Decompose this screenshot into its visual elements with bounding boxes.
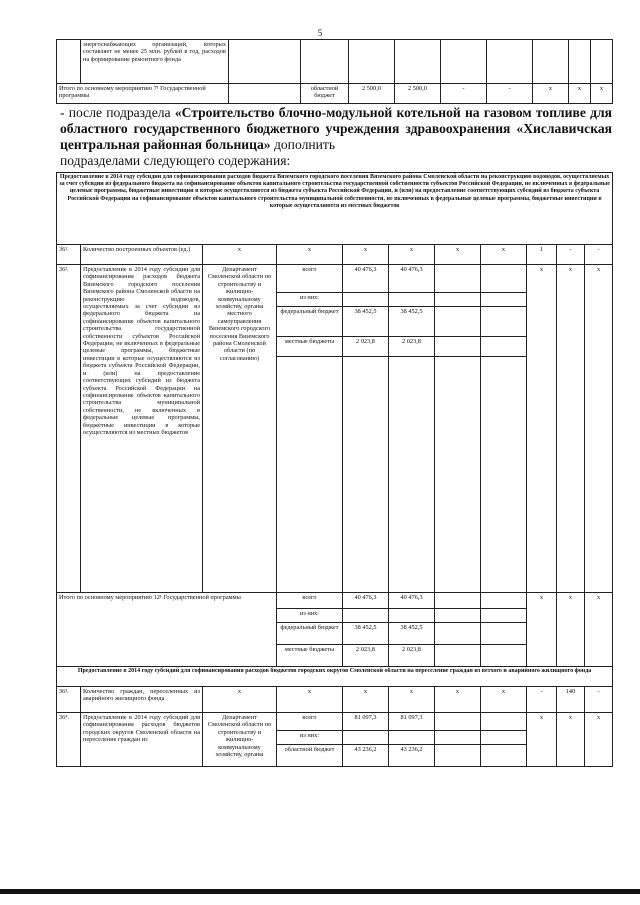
table-cell: х [277, 245, 343, 265]
table-cell: х [481, 687, 527, 713]
table-row [57, 84, 613, 104]
source-label: из них: [277, 609, 343, 623]
page-number: 5 [317, 28, 323, 38]
x-cell: х [557, 713, 585, 767]
value-cell: 2 023,8 [389, 645, 435, 667]
table-cell: х [277, 687, 343, 713]
table-row [57, 40, 613, 84]
table-cell: - [585, 245, 613, 265]
section-title: Предоставление в 2014 году субсидий для софинансирования расходов бюджетов городских округов Смоленской области на переселение граждан из ветхого и аварийного жилищного фонда [57, 667, 613, 687]
row-name: Предоставление в 2014 году субсидии для софинансирования расходов бюджета Вяземского городского поселения Вяземского района Смоленской области на реконструкцию водоводов, осуществляемых за счет субсидии из федерального бюджета на софинансирование объектов капитального строительства государственной собственности субъектов Российской Федерации, не включенных в федеральные целевые программы, бюджетные инвестиции в которые осуществляются из бюджета субъекта Российской Федерации, и (или) на предоставление соответствующих субсидий из бюджета субъекта Российской Федерации на софинансирование объектов капитального строительства муниципальной собственности, не включенных в федеральные целевые программы, бюджетные инвестиции в которые осуществляются из местных бюджетов [81, 265, 203, 593]
executor: Департамент Смоленской области по строительству и жилищно-коммунальному хозяйству, органы [203, 713, 277, 767]
source-label: из них: [277, 293, 343, 307]
source-label: местные бюджеты [277, 337, 343, 357]
top-row-text: энергоснабжающих организаций, которых составляет не менее 25 млн. рублей в год, расходов на формирование ремонтного фонда [81, 40, 229, 84]
value-cell: 81 097,3 [389, 713, 435, 731]
table-cell: х [343, 245, 389, 265]
table-cell: х [343, 687, 389, 713]
row-number: 36². [57, 265, 81, 593]
x-cell: х [591, 84, 613, 104]
x-cell: х [527, 713, 557, 767]
source-label: областной бюджет [301, 84, 349, 104]
section-header-row [57, 173, 613, 245]
main-table [56, 172, 613, 767]
paragraph-tail: дополнить [270, 137, 336, 152]
value-cell: 2 500,0 [349, 84, 395, 104]
table-cell: х [203, 687, 277, 713]
paragraph-intro: - после подраздела [60, 105, 175, 120]
x-cell: х [585, 593, 613, 667]
table-cell: - [557, 245, 585, 265]
row-name: Количество построенных объектов (ед.) [81, 245, 203, 265]
table-row [57, 245, 613, 265]
table-cell: 140 [557, 687, 585, 713]
table-cell: - [527, 687, 557, 713]
value-cell: 81 097,3 [343, 713, 389, 731]
value-cell: 40 476,3 [389, 265, 435, 293]
table-cell: х [435, 245, 481, 265]
row-name: Количество граждан, переселенных из аварийного жилищного фонда [81, 687, 203, 713]
table-cell: х [389, 687, 435, 713]
total-label: Итого по основному мероприятию 12¹ Государственной программы [57, 593, 277, 667]
value-cell: 43 236,2 [343, 745, 389, 767]
value-cell: 2 023,8 [389, 337, 435, 357]
source-label: местные бюджеты [277, 645, 343, 667]
value-cell: 38 452,5 [343, 623, 389, 645]
value-cell: 2 023,8 [343, 645, 389, 667]
value-cell: 43 236,2 [389, 745, 435, 767]
x-cell: х [527, 593, 557, 667]
table-row [57, 265, 613, 293]
table-row [57, 713, 613, 731]
source-label: из них: [277, 731, 343, 745]
table-row [57, 593, 613, 609]
value-cell: 38 452,5 [389, 307, 435, 337]
source-label: всего [277, 593, 343, 609]
source-label: всего [277, 713, 343, 731]
x-cell: х [585, 265, 613, 593]
table-cell: - [585, 687, 613, 713]
table-cell: х [435, 687, 481, 713]
value-cell: 40 476,3 [343, 593, 389, 609]
x-cell: х [557, 265, 585, 593]
x-cell: х [527, 265, 557, 593]
source-label: всего [277, 265, 343, 293]
value-cell: - [487, 84, 533, 104]
top-table [56, 39, 613, 104]
paragraph-title: «Строительство блочно-модульной котельной на газовом топливе для областного государственного бюджетного учреждения здравоохранения «Хиславичская центральная районная больница» [60, 105, 612, 152]
table-cell: х [203, 245, 277, 265]
value-cell: 2 023,8 [343, 337, 389, 357]
value-cell: 38 452,5 [389, 623, 435, 645]
amendment-paragraph [60, 105, 612, 153]
section-title: Предоставление в 2014 году субсидии для софинансирования расходов бюджета Вяземского городского поселения Вяземского района Смоленской области на реконструкцию водоводов, осуществляемых за счет субсидии из федерального бюджета на софинансирование объектов капитального строительства государственной собственности субъектов Российской Федерации, не включенных в федеральные целевые программы, бюджетные инвестиции в которые осуществляются из бюджета субъекта Российской Федерации, и (или) на предоставление соответствующих субсидий из бюджета субъекта Российской Федерации на софинансирование объектов капитального строительства муниципальной собственности, не включенных в федеральные целевые программы, бюджетные инвестиции в которые осуществляются из местных бюджетов [57, 173, 613, 245]
value-cell: - [441, 84, 487, 104]
table-row [57, 687, 613, 713]
value-cell: 38 452,5 [343, 307, 389, 337]
source-label: федеральный бюджет [277, 623, 343, 645]
value-cell: 40 476,3 [343, 265, 389, 293]
total-label: Итого по основному мероприятию 7¹ Государственной программы [57, 84, 229, 104]
x-cell: х [533, 84, 569, 104]
row-number: 36¹. [57, 245, 81, 265]
executor: Департамент Смоленской области по строительству и жилищно-коммунальному хозяйству, органы местного самоуправления Вяземского городского поселения Вяземского района Смоленской области (по согласованию) [203, 265, 277, 593]
scan-border-bottom [0, 889, 640, 894]
x-cell: х [585, 713, 613, 767]
source-label: областной бюджет [277, 745, 343, 767]
paragraph-continuation: подразделами следующего содержания: [60, 153, 291, 168]
table-cell: х [389, 245, 435, 265]
table-cell: 1 [527, 245, 557, 265]
row-number: 36⁴. [57, 713, 81, 767]
x-cell: х [557, 593, 585, 667]
value-cell: 2 500,0 [395, 84, 441, 104]
row-name: Предоставление в 2014 году субсидий для софинансирования расходов бюджетов городских округов Смоленской области на переселение граждан из [81, 713, 203, 767]
value-cell: 40 476,3 [389, 593, 435, 609]
source-label: федеральный бюджет [277, 307, 343, 337]
section-header-row [57, 667, 613, 687]
table-cell: х [481, 245, 527, 265]
x-cell: х [569, 84, 591, 104]
row-number: 36³. [57, 687, 81, 713]
